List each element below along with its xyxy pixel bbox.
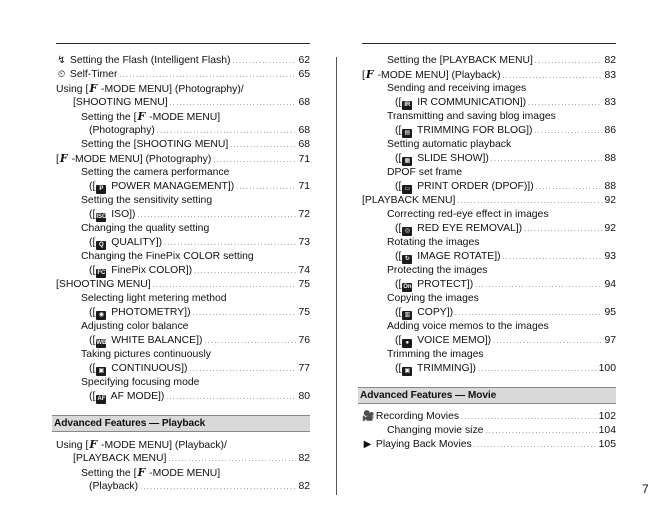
entry-title bbox=[89, 124, 155, 138]
af-mode-icon: AF bbox=[97, 396, 106, 402]
entry-title bbox=[81, 195, 212, 206]
dot-leader bbox=[536, 180, 603, 195]
f-mode-icon: F bbox=[89, 82, 98, 95]
entry-title bbox=[387, 167, 462, 178]
dot-leader bbox=[528, 96, 602, 111]
text-prefix: Setting the sensitivity setting bbox=[81, 195, 213, 206]
text-prefix: ([ bbox=[395, 153, 402, 164]
entry-title bbox=[89, 208, 136, 222]
entry-title bbox=[81, 167, 229, 178]
entry-title bbox=[395, 306, 453, 320]
text-body: ISO]) bbox=[108, 209, 136, 220]
toc-heading-line bbox=[362, 292, 616, 306]
page-ref: 76 bbox=[298, 335, 310, 346]
entry-title bbox=[81, 349, 211, 360]
toc-entry[interactable] bbox=[362, 278, 616, 292]
iso-icon: ISO bbox=[96, 214, 107, 220]
entry-title bbox=[387, 139, 511, 150]
toc-entry[interactable] bbox=[362, 424, 616, 438]
entry-title bbox=[387, 237, 479, 248]
section-heading: Advanced Features — Playback bbox=[52, 415, 310, 432]
text-prefix: Transmitting and saving blog images bbox=[387, 111, 556, 122]
entry-title bbox=[395, 152, 489, 166]
entry-title bbox=[387, 293, 479, 304]
toc-heading-line bbox=[362, 82, 616, 96]
entry-title bbox=[81, 112, 220, 123]
text-body: IMAGE ROTATE]) bbox=[414, 251, 501, 262]
toc-entry[interactable] bbox=[362, 124, 616, 138]
entry-title bbox=[56, 152, 211, 167]
entry-title bbox=[362, 438, 472, 452]
dot-leader bbox=[478, 362, 597, 377]
page-ref: 82 bbox=[298, 453, 310, 464]
text-prefix: Sending and receiving images bbox=[387, 83, 527, 94]
entry-title bbox=[395, 334, 491, 348]
page-ref: 73 bbox=[298, 237, 310, 248]
toc-entry[interactable] bbox=[56, 362, 310, 376]
entry-title bbox=[81, 251, 254, 262]
trimming-blog-icon: ▤ bbox=[402, 129, 412, 138]
page-ref: 83 bbox=[604, 97, 616, 108]
toc-heading-line bbox=[56, 194, 310, 208]
text-body: Recording Movies bbox=[373, 411, 460, 422]
entry-title bbox=[395, 124, 533, 138]
text-prefix: ([ bbox=[89, 335, 96, 346]
toc-heading-line bbox=[362, 166, 616, 180]
text-prefix: ([ bbox=[395, 251, 402, 262]
entry-title bbox=[362, 194, 455, 208]
page-ref: 62 bbox=[298, 55, 310, 66]
page-ref: 71 bbox=[298, 181, 310, 192]
toc-entry[interactable] bbox=[362, 96, 616, 110]
page-ref: 92 bbox=[604, 195, 616, 206]
toc-heading-line bbox=[56, 166, 310, 180]
text-body: Self-Timer bbox=[67, 69, 118, 80]
text-prefix: Trimming the images bbox=[387, 349, 484, 360]
text-suffix: -MODE MENU] (Playback)/ bbox=[98, 440, 227, 451]
text-prefix: Correcting red-eye effect in images bbox=[387, 209, 549, 220]
text-body: VOICE MEMO]) bbox=[414, 335, 492, 346]
page-ref: 88 bbox=[604, 181, 616, 192]
text-body: Setting the [PLAYBACK MENU] bbox=[387, 55, 533, 66]
toc-heading-line bbox=[362, 348, 616, 362]
entry-title bbox=[89, 180, 234, 194]
dot-leader bbox=[168, 452, 296, 467]
red-eye-removal-icon: ◎ bbox=[402, 227, 412, 236]
toc-right-column bbox=[362, 54, 616, 452]
toc-entry[interactable] bbox=[56, 236, 310, 250]
dot-leader bbox=[204, 334, 296, 349]
toc-entry[interactable] bbox=[362, 180, 616, 194]
finepix-color-icon: FC bbox=[97, 270, 106, 276]
entry-title bbox=[362, 68, 501, 83]
dot-leader bbox=[119, 68, 296, 83]
dot-leader bbox=[230, 138, 296, 153]
text-body: -MODE MENU] (Playback) bbox=[374, 70, 501, 81]
toc-heading-line bbox=[56, 466, 310, 480]
entry-title bbox=[73, 96, 168, 110]
page-ref: 71 bbox=[298, 154, 310, 165]
toc-heading-line bbox=[56, 82, 310, 96]
entry-title bbox=[81, 223, 209, 234]
toc-heading-line bbox=[56, 320, 310, 334]
copy-icon: ▥ bbox=[402, 311, 412, 320]
toc-entry[interactable] bbox=[56, 54, 310, 68]
text-body: SLIDE SHOW]) bbox=[414, 153, 489, 164]
top-rule-left bbox=[56, 43, 310, 44]
ir-communication-icon: IR bbox=[404, 102, 411, 108]
text-body: PRINT ORDER (DPOF)]) bbox=[414, 181, 534, 192]
toc-entry[interactable] bbox=[56, 208, 310, 222]
page-ref: 88 bbox=[604, 153, 616, 164]
text-prefix: Adjusting color balance bbox=[81, 321, 189, 332]
entry-title bbox=[387, 349, 484, 360]
text-body: -MODE MENU] (Photography) bbox=[68, 154, 212, 165]
dot-leader bbox=[164, 236, 296, 251]
entry-title bbox=[395, 222, 522, 236]
entry-title bbox=[73, 452, 166, 466]
text-prefix: ([ bbox=[89, 307, 96, 318]
text-prefix: Taking pictures continuously bbox=[81, 349, 211, 360]
entry-title bbox=[89, 334, 202, 348]
entry-title bbox=[81, 138, 228, 152]
play-back-icon: ▶ bbox=[363, 439, 372, 450]
toc-heading-line bbox=[362, 208, 616, 222]
text-prefix: ([ bbox=[89, 363, 96, 374]
text-prefix: ([ bbox=[395, 181, 402, 192]
text-body: TRIMMING]) bbox=[414, 363, 476, 374]
text-prefix: [ bbox=[56, 154, 59, 165]
text-prefix: DPOF set frame bbox=[387, 167, 463, 178]
toc-entry[interactable] bbox=[362, 438, 616, 452]
flash-icon: ↯ bbox=[57, 55, 66, 66]
toc-entry[interactable] bbox=[56, 390, 310, 404]
dot-leader bbox=[485, 424, 596, 439]
toc-entry[interactable] bbox=[362, 152, 616, 166]
continuous-icon: ▣ bbox=[96, 367, 106, 376]
entry-title bbox=[56, 278, 151, 292]
self-timer-icon: ⏲ bbox=[57, 69, 66, 80]
voice-memo-icon: ● bbox=[402, 339, 412, 348]
entry-title bbox=[56, 54, 230, 68]
entry-title bbox=[89, 236, 162, 250]
dot-leader bbox=[153, 278, 297, 293]
dot-leader bbox=[457, 194, 602, 209]
dot-leader bbox=[232, 54, 296, 69]
toc-entry[interactable] bbox=[56, 152, 310, 166]
text-prefix: Setting the [ bbox=[81, 112, 137, 123]
text-prefix: ([ bbox=[89, 391, 96, 402]
page-ref: 82 bbox=[298, 481, 310, 492]
text-prefix: [ bbox=[362, 70, 365, 81]
f-mode-icon: F bbox=[59, 152, 68, 165]
dot-leader bbox=[493, 334, 602, 349]
page-ref: 93 bbox=[604, 251, 616, 262]
entry-title bbox=[56, 84, 244, 95]
entry-title bbox=[387, 83, 526, 94]
text-prefix: Setting automatic playback bbox=[387, 139, 512, 150]
entry-title bbox=[89, 390, 164, 404]
dot-leader bbox=[475, 278, 602, 293]
toc-entry[interactable] bbox=[56, 334, 310, 348]
page-ref: 77 bbox=[298, 363, 310, 374]
toc-heading-line bbox=[362, 236, 616, 250]
entry-title bbox=[89, 264, 192, 278]
toc-entry[interactable] bbox=[56, 96, 310, 110]
entry-title bbox=[81, 468, 220, 479]
page-number: 7 bbox=[642, 482, 649, 496]
toc-heading-line bbox=[56, 222, 310, 236]
text-body: POWER MANAGEMENT]) bbox=[108, 181, 235, 192]
text-prefix: Specifying focusing mode bbox=[81, 377, 200, 388]
text-body: Playing Back Movies bbox=[373, 439, 472, 450]
dot-leader bbox=[535, 54, 603, 69]
text-body: PHOTOMETRY]) bbox=[108, 307, 191, 318]
dot-leader bbox=[138, 208, 297, 223]
page-ref: 97 bbox=[604, 335, 616, 346]
text-prefix: Protecting the images bbox=[387, 265, 488, 276]
text-prefix: Setting the camera performance bbox=[81, 167, 230, 178]
toc-entry[interactable] bbox=[56, 68, 310, 82]
dot-leader bbox=[236, 180, 296, 195]
text-body: [SHOOTING MENU] bbox=[56, 279, 151, 290]
entry-title bbox=[395, 362, 476, 376]
toc-entry[interactable] bbox=[362, 362, 616, 376]
toc-heading-line bbox=[362, 320, 616, 334]
white-balance-icon: WB bbox=[96, 340, 107, 346]
text-prefix: ([ bbox=[89, 265, 96, 276]
f-mode-icon: F bbox=[137, 110, 146, 123]
page-ref: 105 bbox=[598, 439, 616, 450]
protect-icon: On bbox=[403, 284, 412, 290]
text-body: IR COMMUNICATION]) bbox=[414, 97, 527, 108]
text-suffix: -MODE MENU] (Photography)/ bbox=[98, 84, 244, 95]
f-mode-icon: F bbox=[89, 438, 98, 451]
text-body: [PLAYBACK MENU] bbox=[362, 195, 456, 206]
toc-heading-line bbox=[362, 110, 616, 124]
section-heading: Advanced Features — Movie bbox=[358, 387, 616, 404]
entry-title bbox=[395, 250, 501, 264]
toc-heading-line bbox=[56, 376, 310, 390]
text-prefix: ([ bbox=[395, 125, 402, 136]
text-body: Setting the [SHOOTING MENU] bbox=[81, 139, 229, 150]
page-ref: 65 bbox=[298, 69, 310, 80]
text-body: PROTECT]) bbox=[414, 279, 474, 290]
entry-title bbox=[362, 410, 459, 424]
page-ref: 82 bbox=[604, 55, 616, 66]
entry-title bbox=[387, 111, 556, 122]
text-prefix: Setting the [ bbox=[81, 468, 137, 479]
toc-heading-line bbox=[56, 438, 310, 452]
dot-leader bbox=[503, 250, 603, 265]
text-body: (Photography) bbox=[89, 125, 155, 136]
text-prefix: Using [ bbox=[56, 440, 89, 451]
dot-leader bbox=[189, 362, 296, 377]
toc-heading-line bbox=[56, 292, 310, 306]
page-ref: 75 bbox=[298, 279, 310, 290]
toc-entry[interactable] bbox=[362, 222, 616, 236]
entry-title bbox=[387, 321, 549, 332]
column-divider bbox=[336, 57, 337, 495]
page-ref: 68 bbox=[298, 97, 310, 108]
toc-heading-line bbox=[56, 250, 310, 264]
text-body: [SHOOTING MENU] bbox=[73, 97, 168, 108]
text-body: RED EYE REMOVAL]) bbox=[414, 223, 523, 234]
text-prefix: Changing the FinePix COLOR setting bbox=[81, 251, 254, 262]
trimming-icon: ▣ bbox=[402, 367, 412, 376]
toc-heading-line bbox=[362, 138, 616, 152]
page-ref: 94 bbox=[604, 279, 616, 290]
text-prefix: Copying the images bbox=[387, 293, 479, 304]
camera-power-icon: P bbox=[96, 185, 106, 194]
page-ref: 86 bbox=[604, 125, 616, 136]
entry-title bbox=[395, 180, 534, 194]
text-suffix: -MODE MENU] bbox=[146, 112, 221, 123]
slide-show-icon: ▦ bbox=[402, 157, 412, 166]
toc-left-column bbox=[56, 54, 310, 494]
page-ref: 68 bbox=[298, 125, 310, 136]
page-ref: 100 bbox=[598, 363, 616, 374]
text-prefix: ([ bbox=[395, 335, 402, 346]
toc-entry[interactable] bbox=[362, 410, 616, 424]
entry-title bbox=[387, 265, 488, 276]
text-body: TRIMMING FOR BLOG]) bbox=[414, 125, 533, 136]
text-prefix: ([ bbox=[395, 363, 402, 374]
text-prefix: ([ bbox=[395, 97, 402, 108]
entry-title bbox=[56, 440, 227, 451]
dot-leader bbox=[170, 96, 297, 111]
text-prefix: Using [ bbox=[56, 84, 89, 95]
print-order-icon: ▭ bbox=[402, 185, 412, 194]
toc-entry[interactable] bbox=[56, 180, 310, 194]
toc-entry[interactable] bbox=[362, 306, 616, 320]
entry-title bbox=[395, 96, 526, 110]
entry-title bbox=[89, 480, 138, 494]
page-ref: 80 bbox=[298, 391, 310, 402]
page-ref: 75 bbox=[298, 307, 310, 318]
entry-title bbox=[81, 293, 227, 304]
dot-leader bbox=[535, 124, 603, 139]
text-prefix: Changing the quality setting bbox=[81, 223, 210, 234]
page-ref: 104 bbox=[598, 425, 616, 436]
entry-title bbox=[89, 362, 187, 376]
text-body: Setting the Flash (Intelligent Flash) bbox=[67, 55, 231, 66]
text-prefix: ([ bbox=[89, 237, 96, 248]
dot-leader bbox=[474, 438, 597, 453]
toc-heading-line bbox=[56, 110, 310, 124]
text-body: AF MODE]) bbox=[108, 391, 165, 402]
text-prefix: Selecting light metering method bbox=[81, 293, 227, 304]
f-mode-icon: F bbox=[137, 466, 146, 479]
page-ref: 74 bbox=[298, 265, 310, 276]
toc-entry[interactable] bbox=[56, 306, 310, 320]
toc-entry[interactable] bbox=[362, 54, 616, 68]
entry-title bbox=[89, 306, 191, 320]
dot-leader bbox=[491, 152, 603, 167]
text-body: Changing movie size bbox=[387, 425, 484, 436]
page-ref: 68 bbox=[298, 139, 310, 150]
text-body: COPY]) bbox=[414, 307, 454, 318]
entry-title bbox=[56, 68, 117, 82]
entry-title bbox=[387, 209, 549, 220]
toc-entry[interactable] bbox=[362, 68, 616, 82]
text-body: (Playback) bbox=[89, 481, 139, 492]
image-rotate-icon: ↻ bbox=[402, 255, 412, 264]
dot-leader bbox=[524, 222, 602, 237]
page-ref: 95 bbox=[604, 307, 616, 318]
text-prefix: Adding voice memos to the images bbox=[387, 321, 549, 332]
toc-entry[interactable] bbox=[56, 264, 310, 278]
text-prefix: ([ bbox=[395, 223, 402, 234]
entry-title bbox=[387, 424, 483, 438]
dot-leader bbox=[166, 390, 296, 405]
movie-camera-icon: 🎥 bbox=[362, 411, 375, 422]
entry-title bbox=[81, 321, 188, 332]
text-body: FinePix COLOR]) bbox=[108, 265, 193, 276]
toc-entry[interactable] bbox=[362, 194, 616, 208]
text-body: WHITE BALANCE]) bbox=[108, 335, 203, 346]
text-prefix: Rotating the images bbox=[387, 237, 480, 248]
text-prefix: ([ bbox=[89, 209, 96, 220]
photometry-icon: ◉ bbox=[96, 311, 106, 320]
toc-entry[interactable] bbox=[362, 334, 616, 348]
dot-leader bbox=[193, 306, 297, 321]
dot-leader bbox=[194, 264, 296, 279]
text-body: QUALITY]) bbox=[108, 237, 163, 248]
page-ref: 102 bbox=[598, 411, 616, 422]
entry-title bbox=[81, 377, 199, 388]
dot-leader bbox=[140, 480, 296, 495]
dot-leader bbox=[461, 410, 597, 425]
text-body: CONTINUOUS]) bbox=[108, 363, 188, 374]
page-ref: 72 bbox=[298, 209, 310, 220]
quality-icon: Q bbox=[96, 241, 106, 250]
text-prefix: ([ bbox=[89, 181, 96, 192]
text-body: [PLAYBACK MENU] bbox=[73, 453, 167, 464]
toc-entry[interactable] bbox=[362, 250, 616, 264]
text-prefix: ([ bbox=[395, 307, 402, 318]
page-ref: 92 bbox=[604, 223, 616, 234]
text-prefix: ([ bbox=[395, 279, 402, 290]
toc-heading-line bbox=[362, 264, 616, 278]
text-suffix: -MODE MENU] bbox=[146, 468, 221, 479]
dot-leader bbox=[455, 306, 602, 321]
dot-leader bbox=[157, 124, 297, 139]
entry-title bbox=[395, 278, 473, 292]
top-rule-right bbox=[362, 43, 616, 44]
toc-entry[interactable] bbox=[56, 278, 310, 292]
toc-entry[interactable] bbox=[56, 480, 310, 494]
page-ref: 83 bbox=[604, 70, 616, 81]
f-mode-icon: F bbox=[365, 68, 374, 81]
toc-entry[interactable] bbox=[56, 138, 310, 152]
toc-entry[interactable] bbox=[56, 452, 310, 466]
entry-title bbox=[387, 54, 533, 68]
toc-entry[interactable] bbox=[56, 124, 310, 138]
toc-heading-line bbox=[56, 348, 310, 362]
